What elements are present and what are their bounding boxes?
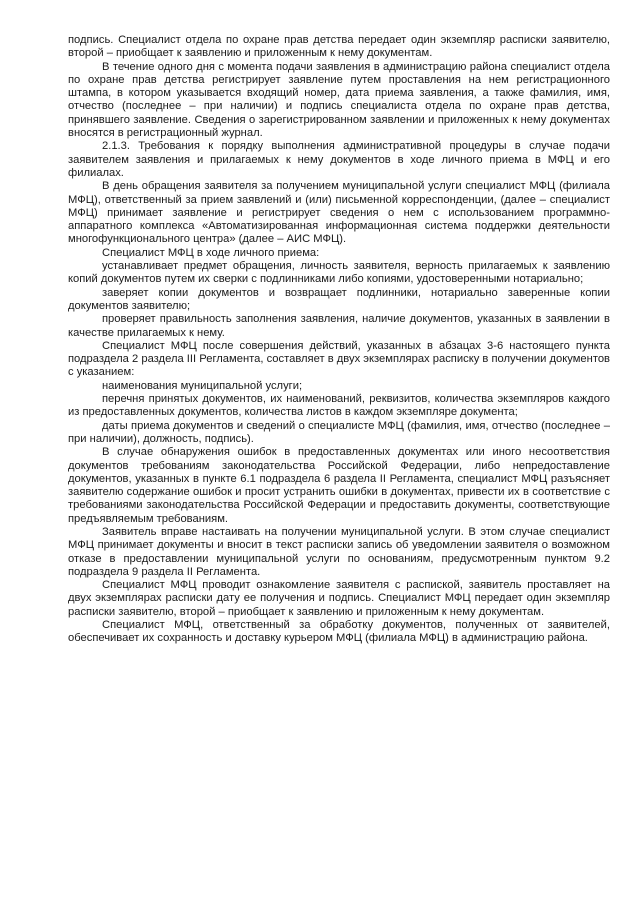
paragraph-7: заверяет копии документов и возвращает подлинники, нотариально заверенные копии документов заявителю; (68, 286, 610, 312)
paragraph-14: Заявитель вправе настаивать на получении муниципальной услуги. В этом случае специалист МФЦ принимает документы и вносит в текст расписки запись об уведомлении заявителя о возможном отказе в предоставлении муниципальной услуги по основаниям, предусмотренным пунктом 9.2 подраздела 9 раздела II Регламента. (68, 525, 610, 578)
paragraph-4: В день обращения заявителя за получением муниципальной услуги специалист МФЦ (филиала МФЦ), ответственный за прием заявлений и (или) письменной корреспонденции, (далее – специалист МФЦ) принимает заявление и регистрирует сведения о нем с использованием программно-аппаратного комплекса «Автоматизированная информационная система поддержки деятельности многофункционального центра» (далее – АИС МФЦ). (68, 180, 610, 246)
paragraph-11: перечня принятых документов, их наименований, реквизитов, количества экземпляров каждого из предоставленных документов, количества листов в каждом экземпляре документа; (68, 393, 610, 419)
paragraph-10: наименования муниципальной услуги; (102, 379, 303, 392)
paragraph-9: Специалист МФЦ после совершения действий, указанных в абзацах 3-6 настоящего пункта подраздела 2 раздела III Регламента, составляет в двух экземплярах расписку в получении документов с указанием: (68, 339, 610, 379)
paragraph-1: подпись. Специалист отдела по охране прав детства передает один экземпляр расписки заявителю, второй – приобщает к заявлению и приложенным к нему документам. (68, 34, 610, 60)
paragraph-12: даты приема документов и сведений о специалисте МФЦ (фамилия, имя, отчество (последнее – при наличии), должность, подпись). (68, 419, 610, 445)
paragraph-8: проверяет правильность заполнения заявления, наличие документов, указанных в заявлении в качестве прилагаемых к нему. (68, 313, 610, 339)
paragraph-13: В случае обнаружения ошибок в предоставленных документах или иного несоответствия документов требованиям законодательства Российской Федерации, либо непредоставление документов, указанных в пункте 6.1 подраздела 6 раздела II Регламента, специалист МФЦ разъясняет заявителю содержание ошибок и просит устранить ошибки в документах, привести их в соответствие с требованиями законодательства Российской Федерации и предоставить документы, соответствующие предъявляемым требованиям. (68, 446, 610, 525)
paragraph-16: Специалист МФЦ, ответственный за обработку документов, полученных от заявителей, обеспечивает их сохранность и доставку курьером МФЦ (филиала МФЦ) в администрацию района. (68, 619, 610, 645)
paragraph-5: Специалист МФЦ в ходе личного приема: (102, 246, 320, 259)
paragraph-3: 2.1.3. Требования к порядку выполнения административной процедуры в случае подачи заявителем заявления и прилагаемых к нему документов в ходе личного приема в МФЦ и его филиалах. (68, 140, 610, 179)
paragraph-6: устанавливает предмет обращения, личность заявителя, верность прилагаемых к заявлению копий документов путем их сверки с подлинниками либо копиями, удостоверенными нотариально; (68, 260, 610, 286)
paragraph-2: В течение одного дня с момента подачи заявления в администрацию района специалист отдела по охране прав детства регистрирует заявление путем проставления на нем регистрационного штампа, в котором указывается входящий номер, дата приема заявления, а также фамилия, имя, отчество (последнее – при наличии) и подпись специалиста отдела по охране прав детства, принявшего заявление. Сведения о зарегистрированном заявлении и приложенных к нему документах вносятся в регистрационный журнал. (68, 60, 610, 140)
paragraph-15: Специалист МФЦ проводит ознакомление заявителя с распиской, заявитель проставляет на двух экземплярах расписки дату ее получения и подпись. Специалист МФЦ передает один экземпляр расписки заявителю, второй – приобщает к заявлению и приложенным к нему документам. (68, 579, 610, 618)
